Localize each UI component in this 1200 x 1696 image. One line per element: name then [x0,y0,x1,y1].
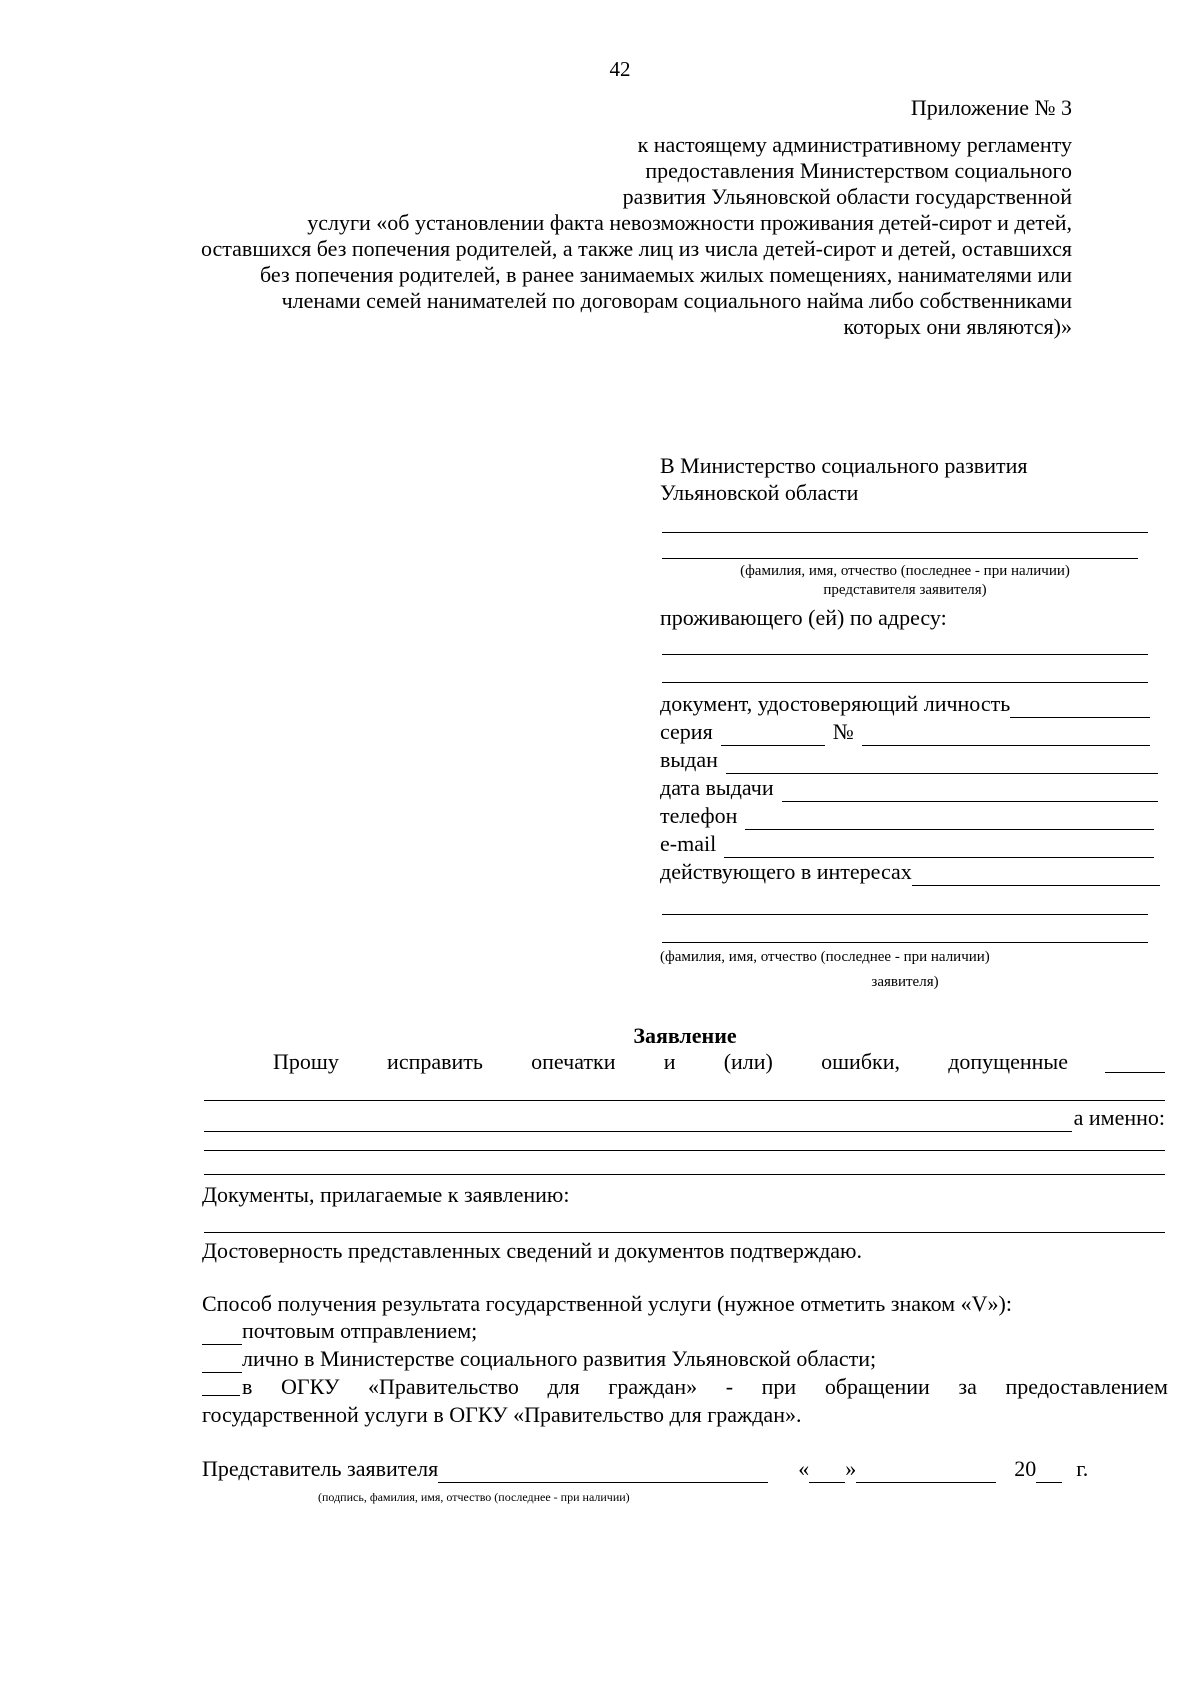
ogku-word: граждан» [608,1374,698,1399]
option-personal-label: лично в Министерстве социального развития Ульяновской области; [242,1346,877,1371]
blank-line [662,558,1138,559]
appendix-line: к настоящему административному регламенту [637,132,1072,157]
number-blank [862,723,1150,746]
blank-line [204,1100,1165,1101]
email-blank [724,835,1154,858]
series-blank [721,723,825,746]
quote-open: « [798,1456,810,1481]
appendix-line: членами семей нанимателей по договорам социального найма либо собственниками [281,288,1072,313]
applicant-caption-1: (фамилия, имя, отчество (последнее - при наличии) [660,949,990,965]
appendix-line: услуги «об установлении факта невозможности проживания детей-сирот и детей, [307,210,1072,235]
appendix-line: предоставления Министерством социального [645,158,1072,183]
series-label: серия [660,719,713,744]
statement-word: ошибки, [821,1049,900,1074]
id-doc-blank [1010,695,1150,718]
phone-field [660,802,1154,830]
issued-field [660,746,1158,774]
option-personal [202,1345,876,1373]
ogku-word: предоставлением [1005,1374,1168,1399]
checkbox-blank [202,1350,242,1373]
ogku-word: за [958,1374,977,1399]
ogku-word: для [547,1374,580,1399]
ogku-word: при [761,1374,797,1399]
namely-label: а именно: [1073,1105,1165,1130]
year-suffix: г. [1076,1456,1089,1481]
blank-line [662,532,1148,533]
phone-blank [745,807,1154,830]
blank-line [204,1150,1165,1151]
issued-label: выдан [660,747,718,772]
ogku-word: - [725,1374,734,1399]
applicant-line [662,914,1148,915]
issue-date-field [660,774,1158,802]
appendix-line: которых они являются)» [843,314,1072,339]
statement-word: исправить [387,1049,483,1074]
blank-line [204,1174,1165,1175]
statement-first-line [273,1048,1068,1076]
statement-title: Заявление [633,1023,737,1048]
representative-label: Представитель заявителя [202,1456,439,1481]
statement-word: опечатки [531,1049,616,1074]
email-label: e-mail [660,831,717,856]
ogku-word: «Правительство [368,1374,519,1399]
statement-word: допущенные [948,1049,1068,1074]
acting-blank [912,863,1160,886]
checkbox-blank [202,1373,240,1396]
address-line [662,682,1148,683]
statement-word: и [663,1049,676,1074]
appendix-line: без попечения родителей, в ранее занимаемых жилых помещениях, нанимателями или [260,262,1072,287]
statement-word: Прошу [273,1049,339,1074]
page-number: 42 [609,57,631,81]
method-text: Способ получения результата государственной услуги (нужное отметить знаком «V»): [202,1291,1012,1316]
year-blank [1036,1460,1062,1483]
month-blank [856,1460,996,1483]
ogku-word: ОГКУ [281,1374,340,1399]
applicant-caption-2: заявителя) [871,974,939,990]
namely-blank [204,1109,1072,1132]
residing-label: проживающего (ей) по адресу: [660,605,947,630]
applicant-line [662,942,1148,943]
ogku-word: в [242,1374,253,1399]
checkbox-blank [202,1322,242,1345]
signature-caption: (подпись, фамилия, имя, отчество (последнее - при наличии) [318,1490,630,1504]
ogku-word: обращении [824,1374,930,1399]
blank-line [1105,1072,1165,1073]
series-field [660,718,1150,746]
id-doc-field [660,690,1150,718]
address-line [662,654,1148,655]
statement-word: (или) [723,1049,773,1074]
documents-label: Документы, прилагаемые к заявлению: [202,1182,570,1207]
appendix-line: оставшихся без попечения родителей, а также лиц из числа детей-сирот и детей, оставшихся [200,236,1072,261]
option-ogku-line-2: государственной услуги в ОГКУ «Правительство для граждан». [202,1402,802,1427]
phone-label: телефон [660,803,738,828]
acting-field [660,858,1160,886]
appendix-line: развития Ульяновской области государственной [622,184,1072,209]
namely-field [204,1104,1165,1132]
addressee-line-2: Ульяновской области [660,480,859,505]
appendix-title: Приложение № 3 [910,95,1072,120]
signature-blank [438,1460,768,1483]
option-mail-label: почтовым отправлением; [242,1318,478,1343]
day-blank [809,1460,845,1483]
email-field [660,830,1154,858]
blank-line [204,1232,1165,1233]
issue-date-blank [782,779,1158,802]
addressee-line-1: В Министерство социального развития [660,453,1028,478]
id-doc-label: документ, удостоверяющий личность [660,691,1011,716]
issued-blank [726,751,1158,774]
rep-caption-2: представителя заявителя) [823,582,987,598]
number-sign: № [832,719,854,744]
rep-caption-1: (фамилия, имя, отчество (последнее - при наличии) [740,563,1070,579]
option-ogku [202,1373,1168,1401]
option-ogku-line [242,1373,1168,1401]
quote-close: » [845,1456,857,1481]
issue-date-label: дата выдачи [660,775,774,800]
signature-row [202,1455,1142,1483]
year-prefix: 20 [1014,1456,1037,1481]
confirm-text: Достоверность представленных сведений и документов подтверждаю. [202,1238,862,1263]
option-mail [202,1317,477,1345]
acting-label: действующего в интересах [660,859,912,884]
